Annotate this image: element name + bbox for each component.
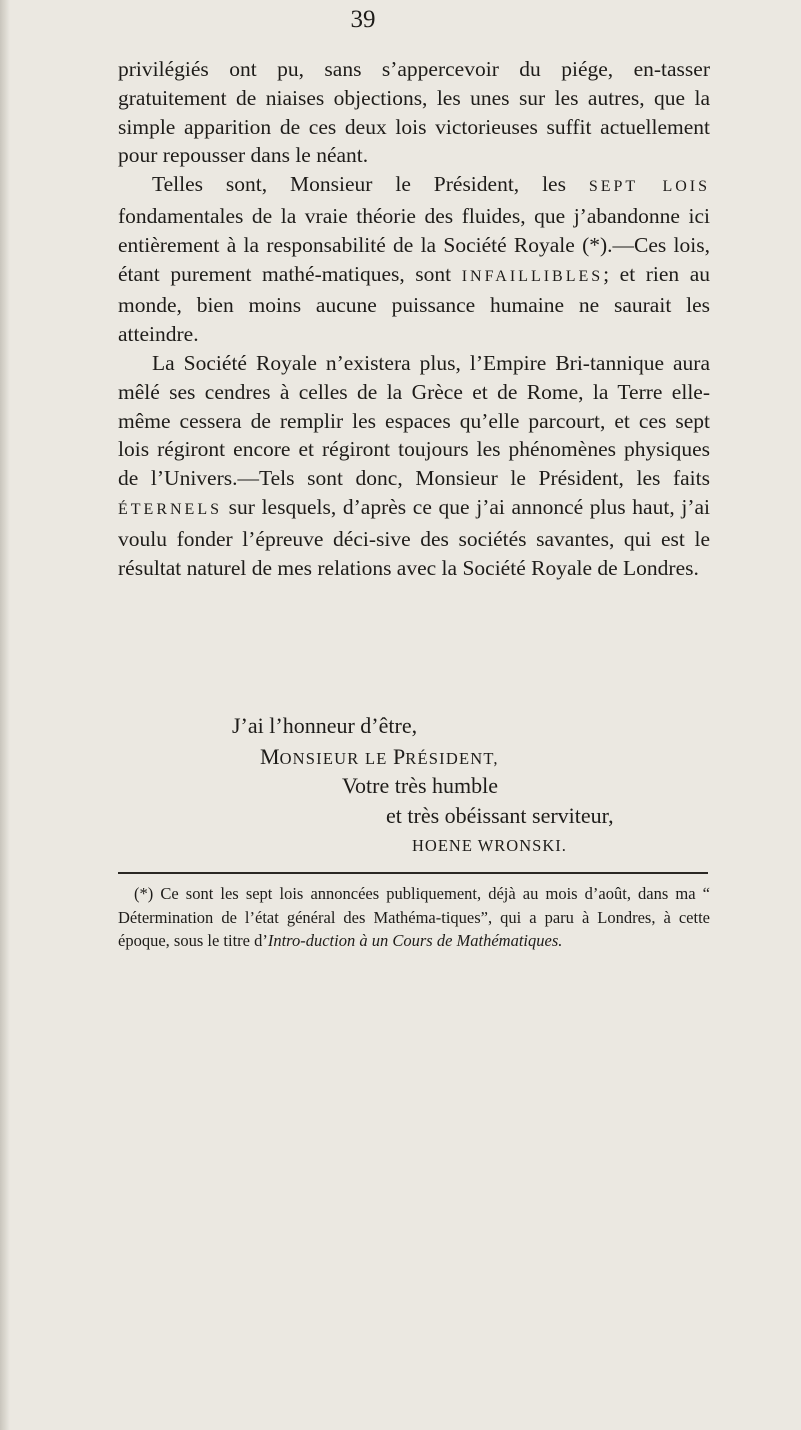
- footnote-text: (*) Ce sont les sept lois annoncées publiquement, déjà au mois d’août, dans ma “ Détermination de l’état général des Mathéma-tiques”, qui a paru à Londres, à cette époque, sous le titre d’: [118, 884, 710, 950]
- address-onsieur: ONSIEUR: [279, 749, 360, 768]
- closing-line-3: Votre très humble: [342, 773, 499, 798]
- paragraph-1: [118, 55, 710, 170]
- paragraph-2: [118, 170, 710, 349]
- infaillibles-spaced: INFAILLIBLES: [461, 267, 604, 285]
- footnote-italic-title: Intro-duction à un Cours de Mathématiques.: [267, 931, 563, 950]
- address-p: P: [393, 744, 406, 769]
- footnote-paragraph: [118, 882, 710, 953]
- paragraph-3: [118, 349, 710, 582]
- paragraph-3-text-a: La Société Royale n’existera plus, l’Empire Bri-tannique aura mêlé ses cendres à celles de la Grèce et de Rome, la Terre elle-même cessera de remplir les espaces qu’elle parcourt, et ces sept lois régiront encore et régiront toujours les phénomènes physiques de l’Univers.—Tels sont donc, Monsieur le Président, les faits: [118, 350, 710, 491]
- closing-line-1: J’ai l’honneur d’être,: [232, 713, 418, 738]
- closing-line-4: et très obéissant serviteur,: [386, 803, 614, 828]
- footnote-rule: [118, 872, 708, 874]
- eternels-spaced: ÉTERNELS: [118, 500, 222, 518]
- signature: HOENE WRONSKI.: [412, 836, 567, 855]
- address-le: LE: [364, 749, 388, 768]
- paragraph-2-text-c: ; et rien au monde, bien moins aucune puissance humaine ne saurait les atteindre.: [118, 261, 710, 347]
- page-edge-shadow: [0, 0, 10, 1430]
- sept-lois-spaced: SEPT LOIS: [588, 178, 710, 196]
- page-number: 39: [350, 6, 376, 33]
- footnote: [118, 882, 710, 953]
- closing-address: [260, 744, 499, 770]
- paragraph-2-text-b: fondamentales de la vraie théorie des fluides, que j’abandonne ici entièrement à la responsabilité de la Société Royale (*).—Ces lois, étant purement mathé-matiques, sont: [118, 203, 710, 286]
- main-text: [118, 55, 710, 582]
- paragraph-1-text: privilégiés ont pu, sans s’appercevoir du piége, en-tasser gratuitement de niaises objections, les unes sur les autres, que la simple apparition de ces deux lois victorieuses suffit actuellement pour repousser dans le néant.: [118, 57, 710, 168]
- paragraph-3-text-b: sur lesquels, d’après ce que j’ai annoncé plus haut, j’ai voulu fonder l’épreuve déci-sive des sociétés savantes, qui est le résultat naturel de mes relations avec la Société Royale de Londres.: [118, 494, 710, 580]
- address-resident: RÉSIDENT,: [405, 749, 499, 768]
- address-m: M: [260, 744, 280, 769]
- paragraph-2-text-a: Telles sont, Monsieur le Président, les: [152, 172, 589, 197]
